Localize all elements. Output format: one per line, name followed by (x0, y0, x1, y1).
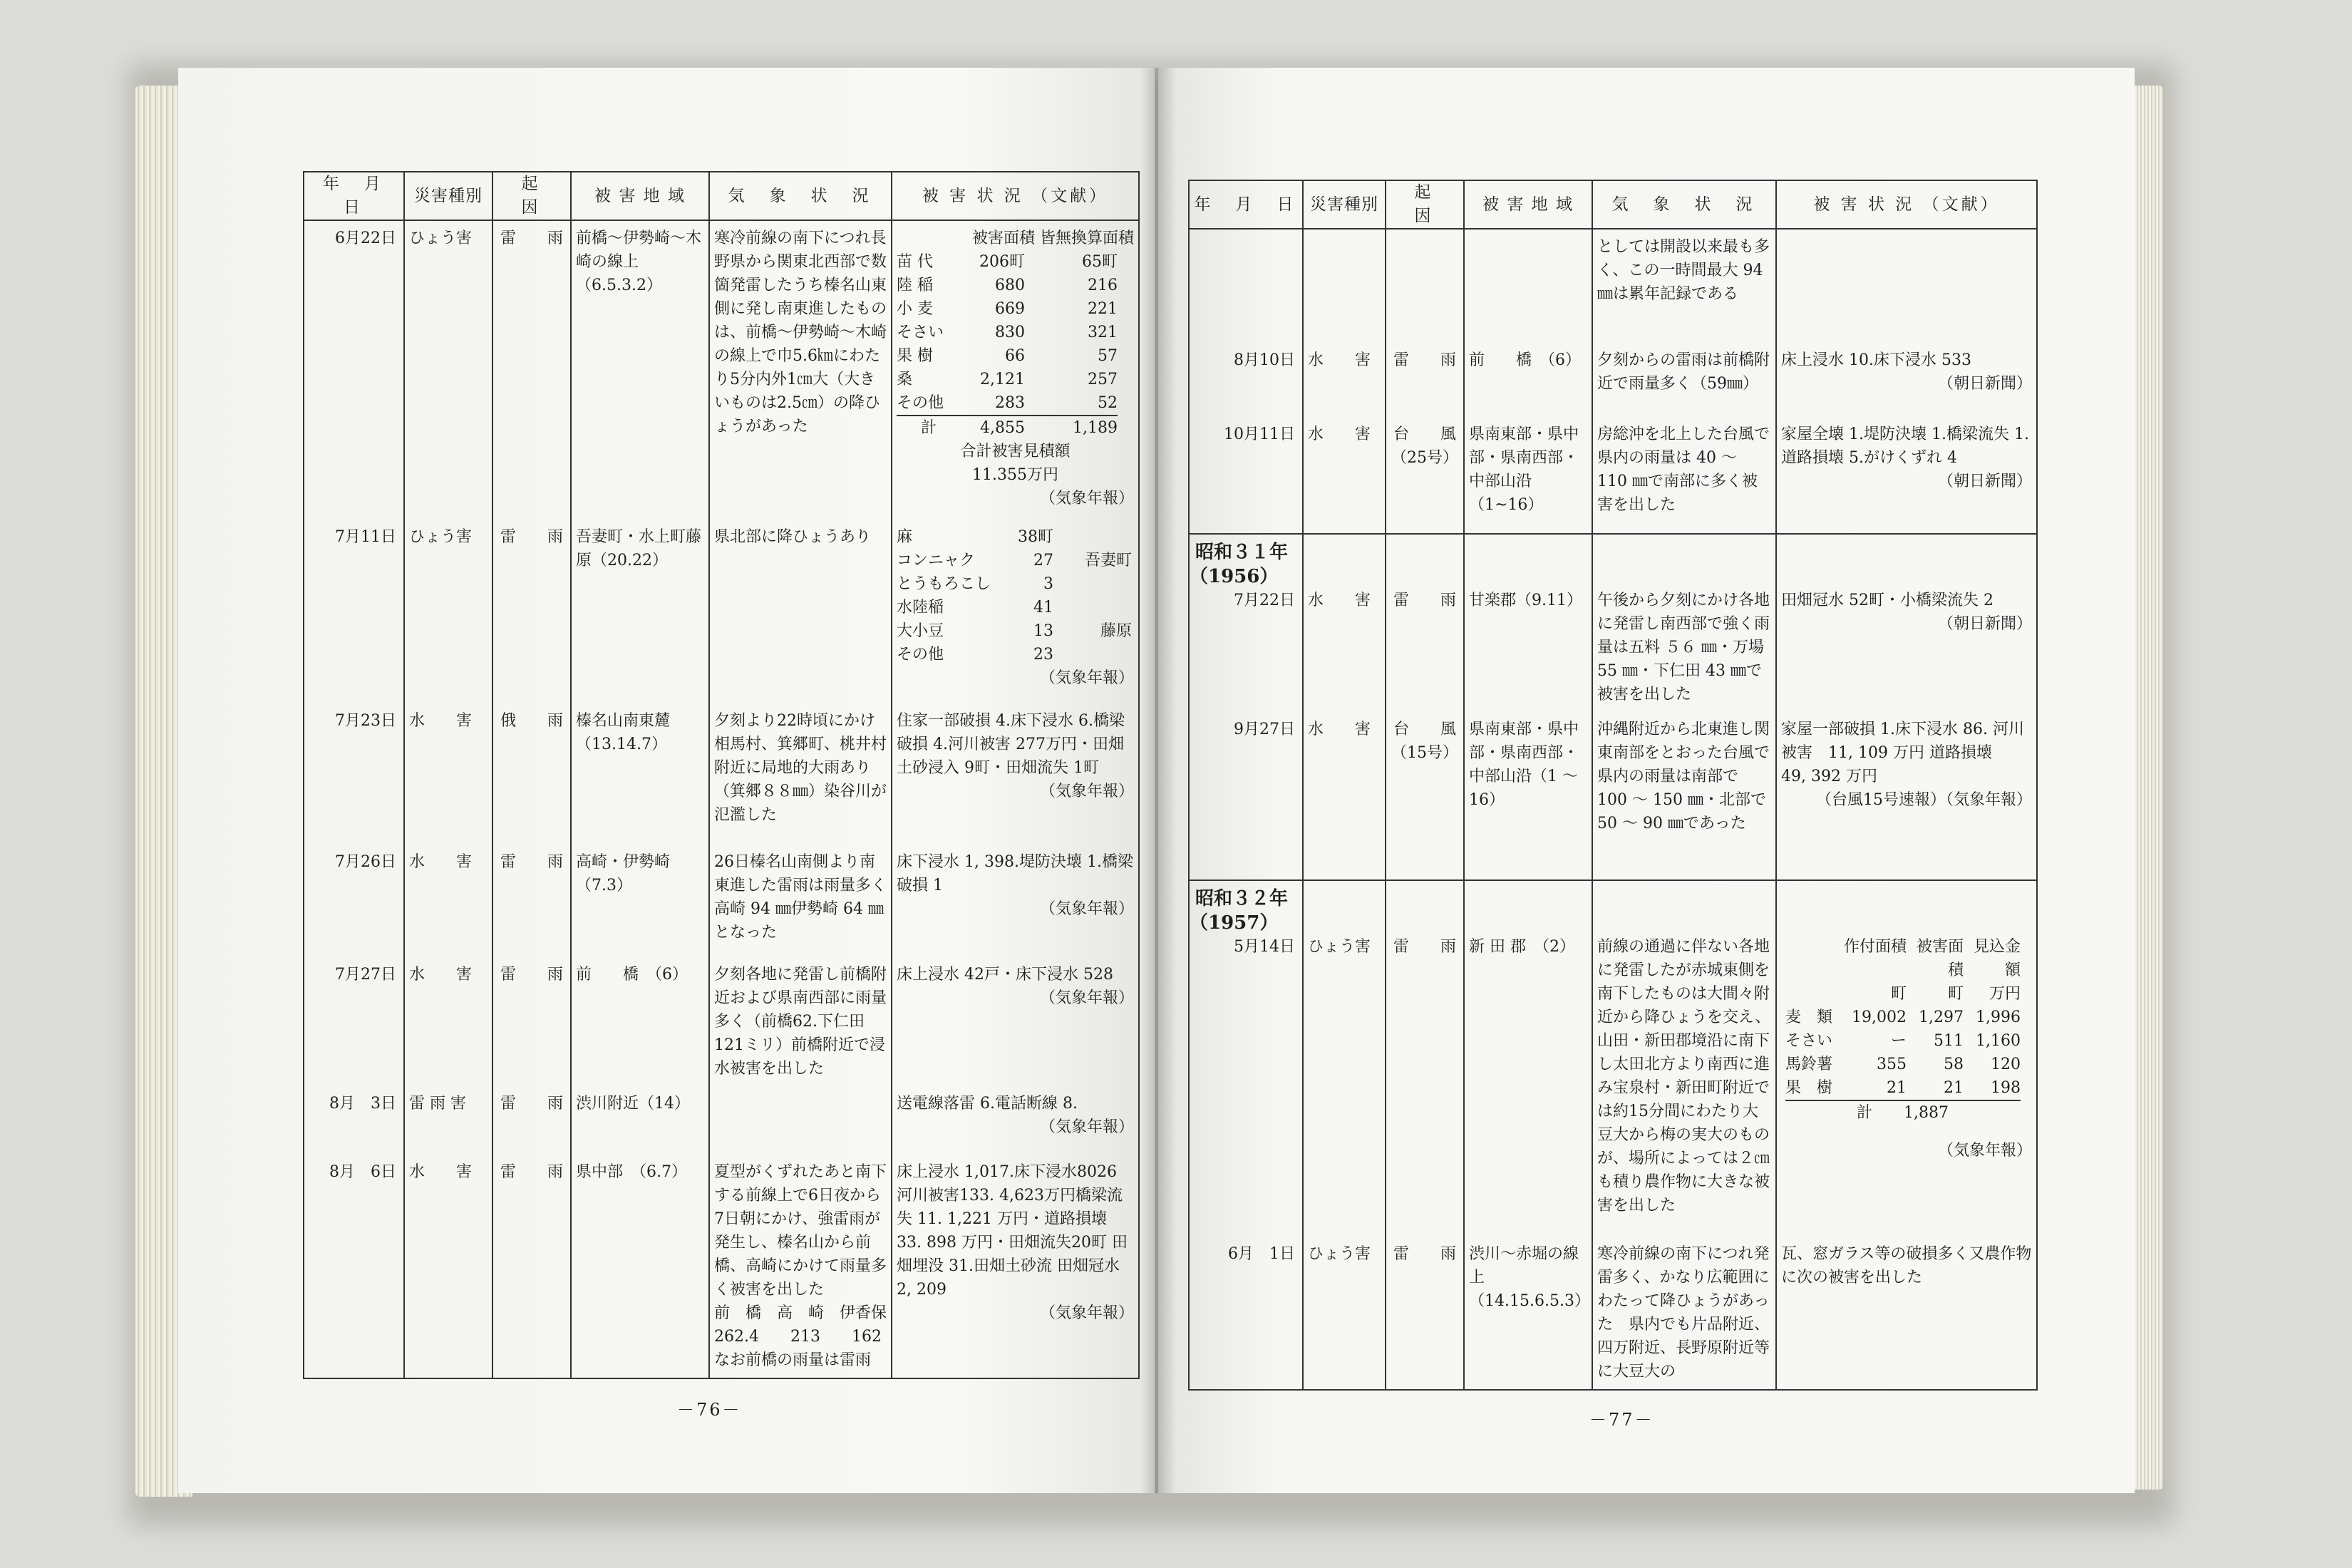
date-cell: 8月 6日 (304, 1155, 404, 1378)
area-cell: 渋川～赤堀の線上（14.15.6.5.3） (1464, 1237, 1592, 1390)
source: （気象年報） (1039, 1304, 1134, 1322)
area-cell: 榛名山南東麓（13.14.7） (571, 703, 709, 845)
place (1053, 525, 1132, 549)
amount: 1,996 (1976, 1009, 2021, 1026)
cause-cell: 雷 雨 (492, 845, 571, 957)
table-row (304, 1086, 1139, 1155)
cause-cell: 台 風（25号） (1386, 417, 1464, 534)
damage-item (897, 274, 1134, 297)
type-value: ひょう害 (1308, 938, 1371, 956)
damage-text: 床上浸水 10.床下浸水 533 (1781, 351, 1971, 369)
crop-total: 計 1,887 (1857, 1104, 1949, 1122)
header-damage: 被 害 状 況 （文献） (892, 172, 1139, 220)
amount: 120 (1991, 1056, 2021, 1073)
unit-damaged: 町 (1947, 985, 1964, 1003)
date-cell: 8月10日 (1189, 343, 1303, 417)
table-row (1189, 880, 2037, 1237)
damage-estimate-label: 合計被害見積額 (960, 443, 1071, 460)
area-cell: 県南東部・県中部・県南西部・中部山沿（1 ～ 16） (1464, 712, 1592, 880)
amount: 198 (1991, 1079, 2021, 1097)
place: 藤原 (1100, 622, 1132, 640)
table-row (1189, 1237, 2037, 1390)
unit-planted: 町 (1890, 985, 1907, 1003)
area-value: 新 田 郡 （2） (1469, 938, 1575, 956)
era-year: （1956） (1190, 566, 1279, 587)
damaged: 21 (1944, 1079, 1964, 1097)
area-value: 甘楽郡（9.11） (1469, 592, 1582, 609)
table-row (304, 520, 1139, 703)
type-cell (1303, 880, 1386, 1237)
crop-row (1785, 1053, 2032, 1076)
equiv-value: 65町 (1082, 253, 1118, 271)
col-planted: 作付面積 (1843, 938, 1907, 956)
rain-values: 262.4 213 162 (714, 1328, 882, 1346)
area-cell: 渋川附近（14） (571, 1086, 709, 1155)
crop: 果 樹 (897, 347, 933, 365)
type-cell: 水 害 (404, 703, 492, 845)
crop-row (1785, 1006, 2032, 1029)
area-value: 283 (995, 394, 1025, 412)
equiv-value: 257 (1088, 371, 1118, 388)
damage-cell (892, 520, 1139, 703)
cause-cell: 雷 雨 (492, 220, 571, 520)
damaged: 1,297 (1919, 1009, 1964, 1026)
table-row (1189, 534, 2037, 712)
date-cell (1189, 880, 1303, 1237)
cause-cell (1386, 880, 1464, 1237)
header-weather: 気 象 状 況 (709, 172, 892, 220)
weather-cell: 夕刻より22時頃にかけ相馬村、箕郷町、桃井村附近に局地的大雨あり（箕郷８８㎜）染谷川が氾濫した (709, 703, 892, 845)
area-value: 206町 (979, 253, 1025, 271)
area-value: 2,121 (980, 371, 1025, 388)
date-cell: 10月11日 (1189, 417, 1303, 534)
unit-amount: 万円 (1989, 985, 2021, 1003)
type-cell: ひょう害 (404, 220, 492, 520)
type-cell: ひょう害 (1303, 1237, 1386, 1390)
damage-cell (1776, 229, 2037, 343)
cause-cell: 雷 雨 (1386, 1237, 1464, 1390)
weather-cell: 夕刻各地に発雷し前橋附近および県南西部に雨量多く（前橋62.下仁田 121ミリ）前橋附近で浸水被害を出した (709, 957, 892, 1086)
damage-item (897, 572, 1134, 596)
equiv-value: 321 (1088, 324, 1118, 341)
crop-table-units (1785, 982, 2032, 1006)
area-value: 4,855 (980, 419, 1025, 437)
crop: 麻 (897, 528, 913, 546)
weather-cell (709, 1086, 892, 1155)
planted: ー (1890, 1032, 1907, 1050)
source: （気象年報） (1039, 490, 1134, 507)
damage-text: 床上浸水 1,017.床下浸水8026 河川被害133. 4,623万円橋梁流失 11. 1,221 万円・道路損壊 33. 898 万円・田畑流失20町 田畑埋没 31.田畑土砂流 田畑冠水 2, 209 (897, 1163, 1128, 1299)
source: （台風15号速報）（気象年報） (1816, 791, 2032, 809)
source: （朝日新聞） (1937, 473, 2032, 490)
header-damage: 被 害 状 況 （文献） (1776, 180, 2037, 229)
source: （気象年報） (1039, 989, 1134, 1007)
damage-list (897, 250, 1134, 440)
equiv-value: 216 (1088, 277, 1118, 294)
damage-text: 田畑冠水 52町・小橋梁流失 2 (1781, 592, 1993, 609)
weather-cell: 寒冷前線の南下につれ長野県から関東北西部で数箇発雷したうち榛名山東側に発し南東進したものは、前橋～伊勢崎～木崎の線上で巾5.6㎞にわたり5分内外1㎝大（大きいものは2.5㎝）の降ひょうがあった (709, 220, 892, 520)
book-gutter (1140, 68, 1176, 1493)
source: （気象年報） (1937, 1142, 2032, 1160)
planted: 21 (1887, 1079, 1907, 1097)
col-damaged: 被害面積 (1916, 938, 1964, 979)
area-cell (1464, 229, 1592, 343)
weather-cell (1592, 880, 1776, 1237)
damage-item (897, 297, 1134, 321)
place (1053, 643, 1132, 666)
weather-cell (709, 1155, 892, 1378)
area-cell (1464, 534, 1592, 712)
weather-value: 前線の通過に伴ない各地に発雷したが赤城東側を南下したものは大間々附近から降ひょうを交え、山田・新田郡境沿に南下し太田北方より南西に進み宝泉村・新田町附近では約15分間にわたり大豆大から梅の実大のものが、場所によっては２㎝も積り農作物に大きな被害を出した (1597, 938, 1771, 1214)
area-cell: 吾妻町・水上町藤原（20.22） (571, 520, 709, 703)
damage-cell (1776, 343, 2037, 417)
crop-table-header (1785, 935, 2032, 982)
area-value: 680 (995, 277, 1025, 294)
table-row (1189, 712, 2037, 880)
damage-cell (892, 845, 1139, 957)
rain-stations: 前 橋 高 崎 伊香保 (714, 1304, 887, 1322)
date-cell: 9月27日 (1189, 712, 1303, 880)
damaged: 511 (1934, 1032, 1964, 1050)
damage-cell (892, 1155, 1139, 1378)
table-header-row (304, 172, 1139, 220)
damage-item (897, 549, 1134, 572)
planted: 19,002 (1852, 1009, 1907, 1026)
damage-cell (892, 220, 1139, 520)
table-row (304, 845, 1139, 957)
area-cell: 前 橋 （6） (571, 957, 709, 1086)
page-edges-right (2131, 86, 2163, 1490)
equiv-value: 221 (1088, 300, 1118, 318)
header-type: 災害種別 (404, 172, 492, 220)
damage-text: 床下浸水 1, 398.堤防決壊 1.橋梁破損 1 (897, 853, 1133, 894)
damage-cell (892, 1086, 1139, 1155)
damage-item (897, 596, 1134, 619)
damage-item (897, 619, 1134, 643)
area-value: 3 (1043, 575, 1053, 593)
area-value: 66 (1005, 347, 1025, 365)
crop: 小 麦 (897, 300, 933, 318)
date-cell: 7月27日 (304, 957, 404, 1086)
area-value: 27 (1033, 552, 1053, 569)
date-cell: 6月22日 (304, 220, 404, 520)
era-label: 昭和３１年 (1195, 542, 1289, 563)
area-cell: 県南東部・県中部・県南西部・中部山沿（1~16） (1464, 417, 1592, 534)
planted: 355 (1877, 1056, 1907, 1073)
source: （朝日新聞） (1937, 375, 2032, 393)
area-value: 38町 (1018, 528, 1053, 546)
crop: コンニャク (897, 552, 976, 569)
damage-text: 送電線落雷 6.電話断線 8. (897, 1095, 1078, 1113)
damage-item (897, 525, 1134, 549)
cause-cell: 俄 雨 (492, 703, 571, 845)
cause-value: 雷 雨 (1393, 592, 1456, 609)
type-cell: ひょう害 (404, 520, 492, 703)
page-number-right: －77－ (1589, 1410, 1654, 1430)
type-cell: 水 害 (404, 1155, 492, 1378)
equiv-value: 52 (1098, 394, 1118, 412)
type-cell: 水 害 (404, 957, 492, 1086)
type-value: 水 害 (1308, 592, 1371, 609)
table-row (304, 957, 1139, 1086)
equiv-value: 57 (1098, 347, 1118, 365)
crop: 陸 稲 (897, 277, 933, 294)
weather-value: 午後から夕刻にかけ各地に発雷し南西部で強く雨量は五料 ５６ ㎜・万場 55 ㎜・下仁田 43 ㎜で被害を出した (1597, 592, 1770, 703)
area-cell: 高崎・伊勢崎（7.3） (571, 845, 709, 957)
date-cell: 7月23日 (304, 703, 404, 845)
cause-cell: 雷 雨 (492, 1155, 571, 1378)
crop: そさい (1785, 1032, 1833, 1050)
header-type: 災害種別 (1303, 180, 1386, 229)
table-row (1189, 343, 2037, 417)
right-disaster-table (1188, 180, 2038, 1391)
area-value: 13 (1033, 622, 1053, 640)
damage-cell (1776, 534, 2037, 712)
weather-cell: としては開設以来最も多く、この一時間最大 94 ㎜は累年記録である (1592, 229, 1776, 343)
source: （気象年報） (1039, 1118, 1134, 1136)
area-cell: 前 橋 （6） (1464, 343, 1592, 417)
header-date: 年 月 日 (1189, 180, 1303, 229)
date-value: 5月14日 (1234, 938, 1295, 956)
damage-cell (892, 957, 1139, 1086)
type-cell: 水 害 (404, 845, 492, 957)
crop: その他 (897, 394, 944, 412)
area-cell: 前橋～伊勢崎～木崎の線上（6.5.3.2） (571, 220, 709, 520)
cause-cell: 台 風（15号） (1386, 712, 1464, 880)
date-cell (1189, 229, 1303, 343)
damage-list (897, 525, 1134, 666)
date-cell: 7月11日 (304, 520, 404, 703)
table-row (1189, 417, 2037, 534)
type-cell (1303, 229, 1386, 343)
cause-cell: 雷 雨 (1386, 343, 1464, 417)
date-value: 7月22日 (1234, 592, 1295, 609)
left-disaster-table (303, 171, 1140, 1379)
unit-crop (1785, 982, 1842, 1006)
cause-cell: 雷 雨 (492, 520, 571, 703)
header-date: 年 月 日 (304, 172, 404, 220)
area-value: 830 (995, 324, 1025, 341)
cause-cell (1386, 534, 1464, 712)
crop-row (1785, 1029, 2032, 1053)
area-value: 41 (1033, 599, 1053, 617)
source: （朝日新聞） (1937, 615, 2032, 633)
table-row (1189, 229, 2037, 343)
weather-cell: 県北部に降ひょうあり (709, 520, 892, 703)
era-year: （1957） (1190, 912, 1279, 934)
era-label: 昭和３２年 (1195, 888, 1289, 909)
damage-cell (1776, 417, 2037, 534)
area-cell: 県中部 （6.7） (571, 1155, 709, 1378)
crop: 馬鈴薯 (1785, 1056, 1833, 1073)
crop: 果 樹 (1785, 1079, 1833, 1097)
damage-item (897, 391, 1118, 416)
cause-cell: 雷 雨 (492, 1086, 571, 1155)
source: （気象年報） (1039, 783, 1134, 800)
place (1053, 572, 1132, 596)
header-weather: 気 象 状 況 (1592, 180, 1776, 229)
damage-text: 住家一部破損 4.床下浸水 6.橋梁破損 4.河川被害 277万円・田畑土砂浸入 9町・田畑流失 1町 (897, 712, 1125, 777)
header-cause: 起 因 (492, 172, 571, 220)
cause-cell: 雷 雨 (492, 957, 571, 1086)
weather-cell: 夕刻からの雷雨は前橋附近で雨量多く（59㎜） (1592, 343, 1776, 417)
header-cause: 起 因 (1386, 180, 1464, 229)
crop: 桑 (897, 371, 913, 388)
damage-text: 家屋一部破損 1.床下浸水 86. 河川被害 11, 109 万円 道路損壊 49, 392 万円 (1781, 721, 2024, 785)
table-header-row (1189, 180, 2037, 229)
type-cell: 水 害 (1303, 712, 1386, 880)
damage-item (897, 368, 1134, 391)
type-cell: 雷 雨 害 (404, 1086, 492, 1155)
damage-cell (1776, 712, 2037, 880)
col-crop (1785, 935, 1842, 982)
weather-cell: 26日榛名山南側より南東進した雷雨は雨量多く高崎 94 ㎜伊勢崎 64 ㎜となった (709, 845, 892, 957)
crop: 苗 代 (897, 253, 933, 271)
crop-damage-table (1781, 935, 2032, 1125)
area-cell (1464, 880, 1592, 1237)
place (1053, 596, 1132, 619)
crop: 計 (920, 419, 937, 437)
type-cell: 水 害 (1303, 343, 1386, 417)
date-cell: 7月26日 (304, 845, 404, 957)
crop: 麦 類 (1785, 1009, 1833, 1026)
table-row (304, 1155, 1139, 1378)
weather-cell: 寒冷前線の南下につれ発雷多く、かなり広範囲にわたって降ひょうがあった 県内でも片品附近、四万附近、長野原附近等に大豆大の (1592, 1237, 1776, 1390)
area-value: 23 (1033, 646, 1053, 664)
type-cell (1303, 534, 1386, 712)
damage-item (897, 643, 1134, 666)
source: （気象年報） (1039, 900, 1134, 918)
crop-row (1785, 1076, 2021, 1101)
weather-cell (1592, 534, 1776, 712)
crop: とうもろこし (897, 575, 991, 593)
date-cell: 6月 1日 (1189, 1237, 1303, 1390)
damage-cell (1776, 880, 2037, 1237)
date-cell: 8月 3日 (304, 1086, 404, 1155)
crop: 大小豆 (897, 622, 944, 640)
damage-estimate-value: 11.355万円 (972, 466, 1058, 484)
place: 吾妻町 (1084, 552, 1132, 569)
cause-value: 雷 雨 (1393, 938, 1456, 956)
cause-cell (1386, 229, 1464, 343)
crop: その他 (897, 646, 944, 664)
area-value: 669 (995, 300, 1025, 318)
page-number-left: －76－ (677, 1400, 742, 1420)
table-row (304, 220, 1139, 520)
weather-text: 夏型がくずれたあと南下する前線上で6日夜から7日朝にかけ、強雷雨が発生し、榛名山から前橋、高崎にかけて雨量多く被害を出した (714, 1163, 887, 1299)
damage-item (897, 250, 1134, 274)
crop: 水陸稲 (897, 599, 944, 617)
damaged: 58 (1944, 1056, 1964, 1073)
date-cell (1189, 534, 1303, 712)
header-area: 被 害 地 域 (1464, 180, 1592, 229)
damage-cell (892, 703, 1139, 845)
damage-item (897, 344, 1134, 368)
equiv-value: 1,189 (1073, 419, 1118, 437)
damage-header: 被害面積 皆無換算面積 (972, 229, 1134, 247)
type-cell: 水 害 (1303, 417, 1386, 534)
source: （気象年報） (1039, 669, 1134, 687)
damage-text: 床上浸水 42戸・床下浸水 528 (897, 966, 1113, 984)
table-row (304, 703, 1139, 845)
crop: そさい (897, 324, 944, 341)
weather-cell: 沖縄附近から北東進し関東南部をとおった台風で県内の雨量は南部で 100 ～ 150 ㎜・北部で 50 ～ 90 ㎜であった (1592, 712, 1776, 880)
weather-cell: 房総沖を北上した台風で県内の雨量は 40 ～ 110 ㎜で南部に多く被害を出した (1592, 417, 1776, 534)
weather-note: なお前橋の雨量は雷雨 (714, 1351, 872, 1369)
amount: 1,160 (1976, 1032, 2021, 1050)
damage-text: 家屋全壊 1.堤防決壊 1.橋梁流失 1.道路損壊 5.がけくずれ 4 (1781, 425, 2029, 467)
col-amount: 見込金額 (1973, 938, 2021, 979)
header-area: 被 害 地 域 (571, 172, 709, 220)
damage-item (897, 321, 1134, 344)
damage-total (897, 416, 1134, 440)
damage-cell: 瓦、窓ガラス等の破損多く又農作物に次の被害を出した (1776, 1237, 2037, 1390)
